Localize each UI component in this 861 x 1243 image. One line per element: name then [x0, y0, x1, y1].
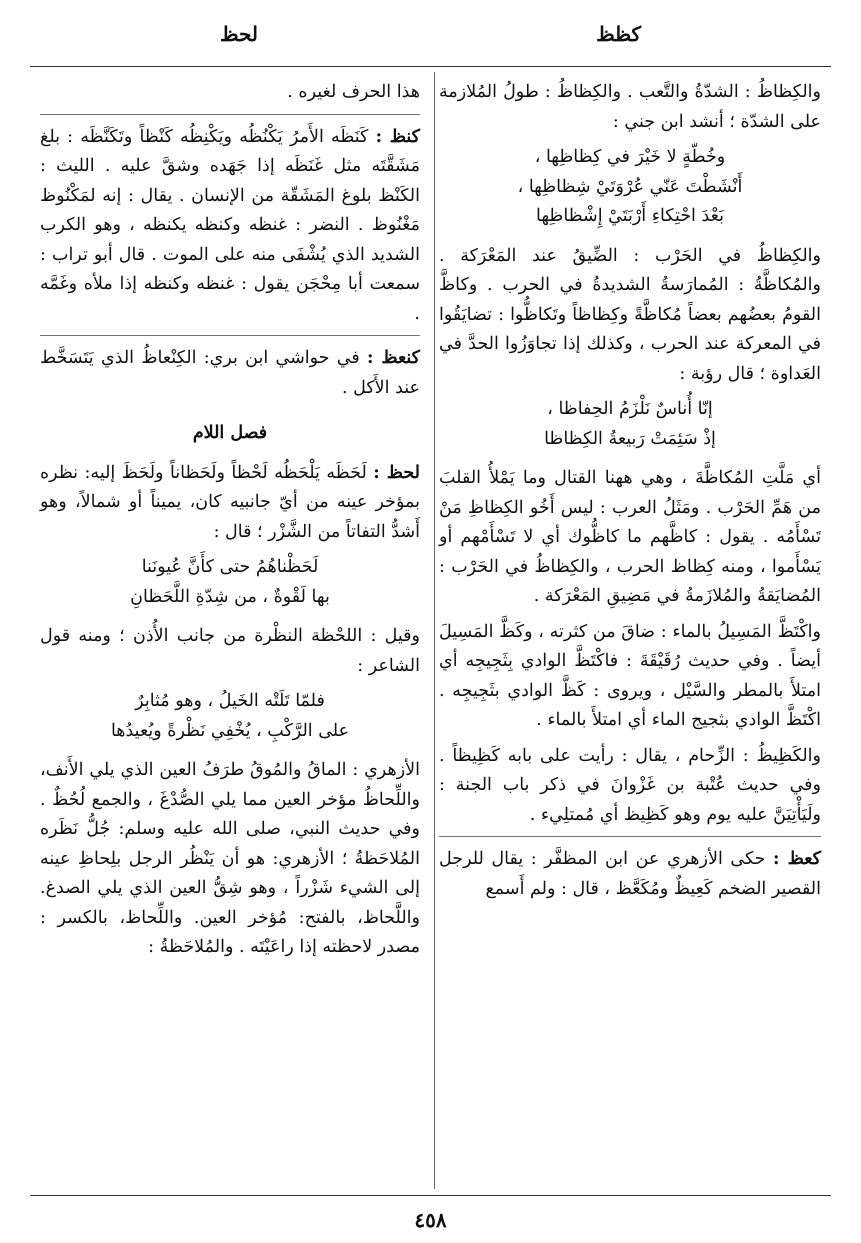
- verse-line: إنّا أُناسٌ نَلْزَمُ الحِفاظا ،: [547, 399, 713, 419]
- footer-rule: [30, 1195, 831, 1196]
- headword: كنعظ :: [367, 348, 421, 368]
- entry-kanaz: [40, 123, 420, 330]
- entry-kaaz: [439, 845, 821, 904]
- headword: لحظ :: [373, 462, 420, 483]
- entry-kizaz-meaning: أي مَلَّتِ المُكاظَّةَ ، وهي ههنا القتال وما يَمْلأُ القلبَ من هَمِّ الحَرْب . ومَثَلُ العرب : ليس أَخُو الكِظاظِ مَنْ تَسْأَمُه . يقول : كاظَّهم ما كاظُّوك أي لا تَسْأَمْهم أو يَسْأَموا ، ومنه كِظاظ الحرب ، والكِظاظُ في الحَرْب : المُضايَقةُ والمُلازَمةُ في مَضِيقِ المَعْرَكة .: [439, 468, 821, 606]
- entry-lahz: [40, 459, 420, 548]
- entry-text: كَنَظَه الأَمرُ يَكْنُظُه ويَكْنِظُه كَنْظاً وتَكَنَّظَه : بلغ مَشَقَّتَه مثل غَنَظَه إذا جَهَده وشقَّ عليه . الليث : الكَنْظ بلوغ المَشَقّة من الإنسان . يقال : إنه لمَكْنُوظ مَغْنُوظ . النضر : غنظه وكنظه يكنظه ، وهو الكرب الشديد الذي يُشْفَى منه على الموت . قال أبو تراب : سمعت أبا مِحْجَن يقول : غنظه وكنظه إذا ملأه وغَمَّه .: [40, 126, 420, 324]
- poem-falamma: [40, 687, 420, 746]
- section-title: فصل اللام: [192, 423, 268, 443]
- verse-line: أَنْشَطْتَ عَنّي عُرْوَتَيْ شِظاظِها ،: [517, 176, 743, 197]
- poem-ibn-jinni: [439, 143, 821, 232]
- running-head-left: لحظ: [220, 22, 258, 46]
- entry-iktazz: واكْتَظَّ المَسِيلُ بالماء : ضاقَ من كثرته ، وكَظَّ المَسِيلَ أيضاً . وفي حديث رُقَيْقَةَ : فاكْتَظَّ الوادي بِثَجِيجِه أي امتلأَ بالمطر والسَّيْل ، ويروى : كَظَّ الوادي بثَجِيجِه . اكْتَظَّ الوادي بثجيج الماء أي امتلأَ بالماء .: [439, 621, 821, 730]
- right-column: [439, 78, 821, 910]
- entry-text: حكى الأزهري عن ابن المظفَّر : يقال للرجل القصير الضخم كَعِيظٌ ومُكَعَّظ ، قال : ولم أَسمع: [439, 849, 821, 899]
- header-rule: [30, 66, 831, 67]
- entry-lahza-qil: وقيل : اللحْظة النظْرة من جانب الأُذن ؛ ومنه قول الشاعر :: [40, 626, 420, 676]
- running-head-right: كظظ: [596, 22, 641, 46]
- entry-kanaaz: [40, 344, 420, 403]
- page-number: ٤٥٨: [414, 1208, 447, 1232]
- column-divider: [434, 72, 435, 1189]
- entry-continuation: هذا الحرف لغيره .: [287, 82, 420, 102]
- verse-line: وخُطّةٍ لا خَيْرَ في كِظاظِها ،: [534, 147, 726, 167]
- verse-line: على الرَّكْبِ ، يُخْفِي نَظْرةً ويُعيدُها: [110, 720, 350, 741]
- entry-separator: [40, 335, 420, 336]
- verse-line: إذْ سَئِمَتْ رَبيعةُ الكِظاظا: [544, 428, 716, 449]
- entry-azhari: الأزهري : الماقُ والمُوقُ طرَفُ العين الذي يلي الأَنف، واللِّحاظُ مؤخر العين مما يلي الصُّدْغَ ، والجمع لُحُظٌ . وفي حديث النبي، صلى الله عليه وسلم: جُلُّ نَظَره المُلاحَظةُ ؛ الأزهري: هو أن يَنْظُر الرجل بلِحاظِ عينه إلى الشيء شَزْراً ، وهو شِقُّ العين الذي يلي الصدغ. واللَّحاظ، بالفتح: مُؤخر العين. واللِّحاظ، بالكسر : مصدر لاحظته إذا راعَيْتَه . والمُلاحَظةُ :: [40, 760, 420, 957]
- entry-separator: [439, 836, 821, 837]
- entry-separator: [40, 114, 420, 115]
- entry-kizaz-war: والكِظاظُ في الحَرْب : الضِّيقُ عند المَعْرَكة . والمُكاظَّةُ : المُمارَسةُ الشديدةُ في الحرب . وكاظَّ القومُ بعضُهم بعضاً مُكاظَّةً وكِظاظاً وتَكاظُّوا : تضايَقُوا في المعركة عند الحرب ، وكذلك إذا تجاوَزُوا الحدَّ في العَداوة ؛ قال رؤبة :: [439, 245, 821, 384]
- verse-line: فلمّا تَلَتْه الخَيلُ ، وهو مُثابِرٌ: [135, 691, 325, 711]
- left-column: [40, 78, 420, 969]
- verse-line: بها لَقْوةٌ ، من شِدّةِ اللَّحَظانِ: [130, 586, 330, 607]
- entry-kizaz-definition: والكِظاظُ : الشدّةُ والتَّعب . والكِظاظُ : طولُ المُلازمة على الشدّة ؛ أنشد ابن جني :: [439, 82, 821, 132]
- headword: كعظ :: [773, 849, 821, 869]
- entry-text: لَحَظَه يَلْحَظُه لَحْظاً ولَحَظاناً ولَحَظَ إليه: نظره بمؤخر عينه من أيّ جانبيه كان، يميناً أو شمالاً، وهو أَشدُّ التفاتاً من الشَّزْر ؛ قال :: [40, 462, 420, 542]
- page-header: [30, 22, 831, 52]
- poem-ruba: [439, 395, 821, 454]
- headword: كنظ :: [375, 126, 420, 147]
- entry-kaziz: والكَظِيظُ : الزِّحام ، يقال : رأيت على بابه كَظِيظاً . وفي حديث عُتْبة بن غَزْوانَ في ذكر باب الجنة : ولَيَأْتِيَنَّ عليه يوم وهو كَظِيظ أي مُمتلِيء .: [439, 745, 821, 825]
- verse-line: لَحَظْناهُمُ حتى كأَنَّ عُيونَنا: [141, 557, 319, 577]
- verse-line: بَعْدَ احْتِكاءِ أَرْبَتَيْ إِشْظاظِها: [536, 206, 724, 226]
- poem-lahazna: [40, 553, 420, 612]
- entry-text: في حواشي ابن بري: الكِنْعاظُ الذي يَتَسَخَّط عند الأَكل .: [40, 348, 420, 398]
